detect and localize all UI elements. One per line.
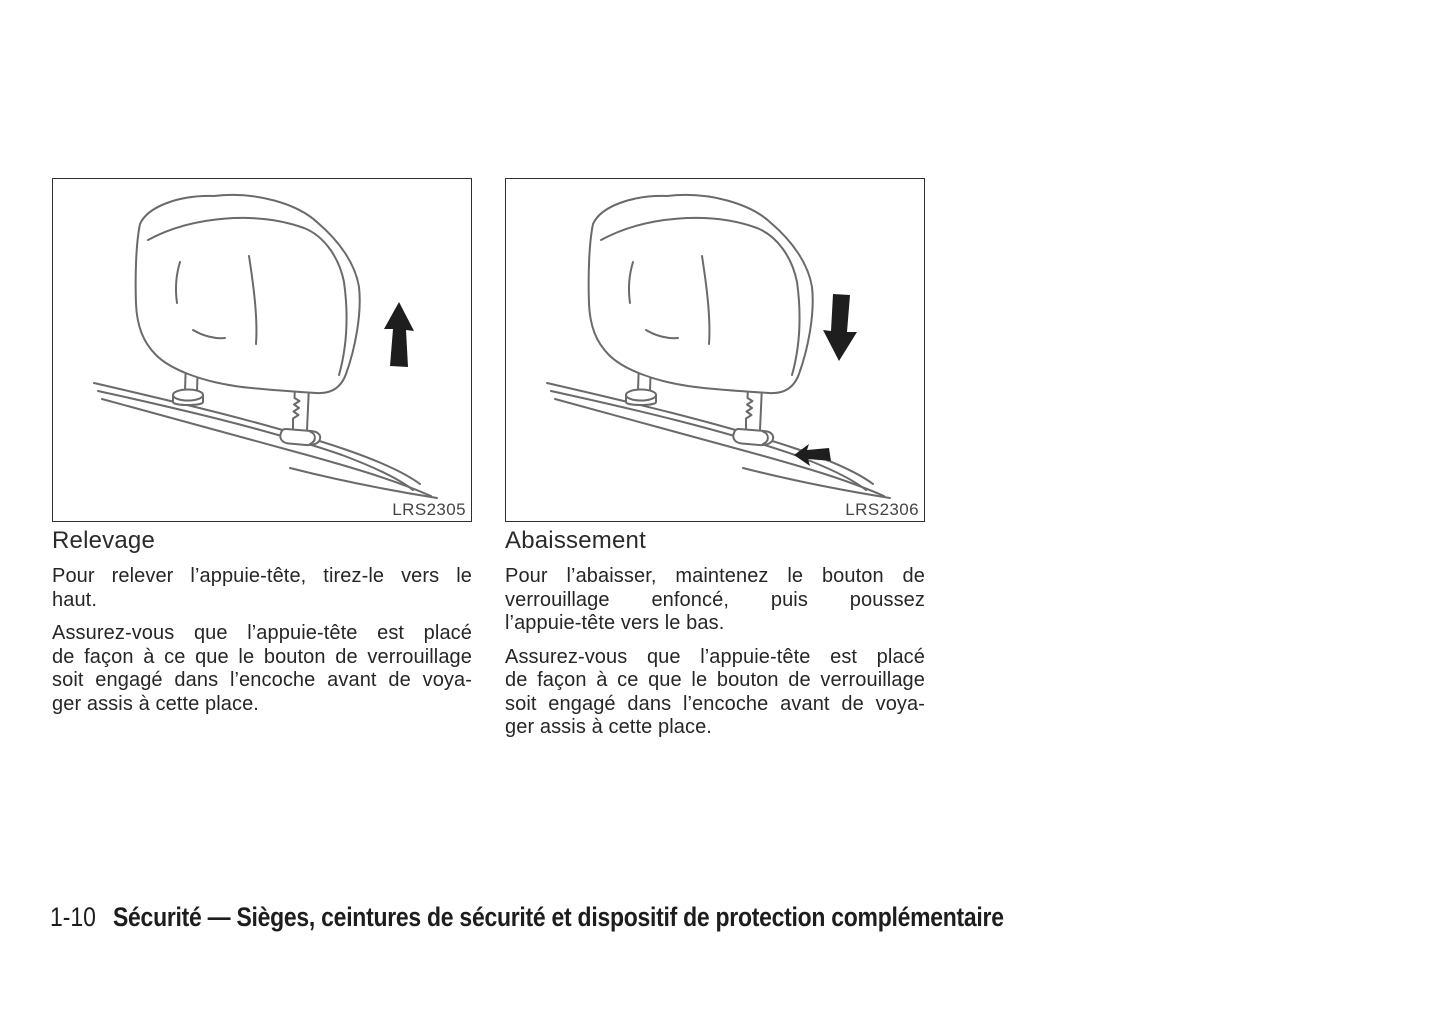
figure-code-label: LRS2305 [385, 500, 468, 520]
section-abaissement [505, 527, 925, 740]
paragraph-lower-warning: Assurez-vous que l’appuie-tête est placé de façon à ce que le bouton de verrouillage soit engagé dans l’encoche avant de voya- ger assis à cette place. [505, 645, 925, 738]
raise-up-arrow-icon [384, 302, 414, 367]
headrest-raise-illustration [52, 178, 472, 522]
chapter-title: Sécurité — Sièges, ceintures de sécurité et dispositif de protection complémentaire [113, 902, 1004, 932]
page-number: 1-10 [50, 902, 96, 932]
paragraph-raise-warning: Assurez-vous que l’appuie-tête est placé de façon à ce que le bouton de verrouillage soit engagé dans l’encoche avant de voya- ger assis à cette place. [52, 622, 472, 715]
section-heading-abaissement: Abaissement [505, 527, 646, 554]
section-relevage [52, 527, 472, 716]
figure-code-label: LRS2306 [838, 500, 921, 520]
figure-headrest-raise [52, 178, 472, 522]
headrest-lower-illustration [505, 178, 925, 522]
figure-headrest-lower [505, 178, 925, 522]
paragraph-lower-instruction: Pour l’abaisser, maintenez le bouton de verrouillage enfoncé, puis poussez l’appuie-tête vers le bas. [505, 565, 925, 634]
section-heading-relevage: Relevage [52, 527, 156, 554]
lower-down-arrow-icon [823, 294, 857, 361]
paragraph-raise-instruction: Pour relever l’appuie-tête, tirez-le vers le haut. [52, 565, 472, 611]
